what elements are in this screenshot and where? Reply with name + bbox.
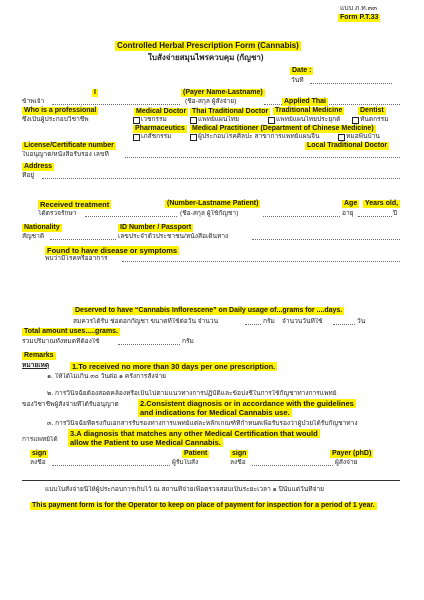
patient-name-blank	[263, 216, 340, 217]
profession-medical-doctor-english: Medical Doctor	[136, 108, 187, 115]
patient-role-english: Patient	[184, 450, 208, 457]
grams-unit-thai: กรัม	[263, 318, 275, 325]
total-grams-unit-thai: กรัม	[182, 338, 194, 345]
remark-3-thai: ๓. การวินิจฉัยที่ตรงกับเอกสารรับรองทางการแพทย์แต่ละหลักเกณฑ์ที่กำหนดเพื่อรับรองว่าผู้ป่วยได้รับกัญชาทาง	[47, 420, 358, 427]
remark-2-thai-line2: ของวิชาชีพผู้สั่งจ่ายที่ได้รับอนุญาต	[22, 401, 119, 408]
days-blank	[333, 324, 355, 325]
remark-3-english: 3.A diagnosis that matches any other Medical Certification that would	[70, 429, 318, 438]
total-amount-label-thai: รวมปริมาณทั้งหมดที่ต้องใช้	[22, 338, 100, 345]
checkbox-local-traditional-doctor	[338, 134, 345, 141]
patient-sign-label-thai: ลงชื่อ	[30, 459, 46, 466]
profession-thai-traditional-doctor-thai: แพทย์แผนไทย	[198, 116, 239, 123]
profession-local-traditional-doctor-english: Local Traditional Doctor	[307, 142, 388, 149]
prescriber-intro-thai: ข้าพเจ้า	[22, 98, 45, 105]
remark-1-thai: ๑. ให้ได้ไม่เกิน ๓๐ วันต่อ ๑ ครั้งการสั่งจ่าย	[47, 373, 167, 380]
years-label-thai: ปี	[393, 210, 398, 217]
age-blank	[358, 216, 392, 217]
profession-chinese-medicine-english: Medical Practitioner (Department of Chinese Medicine)	[192, 125, 374, 132]
total-amount-blank	[118, 344, 180, 345]
footer-divider	[22, 480, 400, 481]
profession-applied-thai-english: Applied Thai	[284, 98, 326, 105]
address-blank	[42, 178, 400, 179]
patient-sign-label-english: sign	[32, 450, 47, 457]
payer-name-label-thai: (ชื่อ-สกุล ผู้สั่งจ่าย)	[185, 98, 237, 105]
profession-dentist-english: Dentist	[360, 107, 384, 114]
profession-dentist-thai: ทันตกรรม	[360, 116, 389, 123]
remark-3-english-line2: allow the Patient to use Medical Cannabis.	[70, 438, 221, 447]
payer-name-label-english: (Payer Name-Lastname)	[183, 89, 263, 96]
dosage-label-thai: สมควรได้รับ ช่อดอกกัญชา ขนาดที่ใช้ต่อวัน จำนวน	[73, 318, 219, 325]
profession-thai-traditional-doctor-english: Thai Traditional Doctor	[192, 108, 269, 115]
license-blank	[125, 157, 400, 158]
nationality-label-english: Nationality	[24, 224, 60, 231]
payer-name-blank	[52, 104, 180, 105]
checkbox-pharmaceutics	[133, 134, 140, 141]
form-code-english: Form P.T.33	[340, 14, 379, 21]
payer-role-english: Payer (phD)	[332, 450, 372, 457]
payer-role-thai: ผู้สั่งจ่าย	[335, 459, 358, 466]
prescriber-intro-english: I	[94, 89, 96, 96]
remark-1-english: 1.To received no more than 30 days per one prescription.	[72, 362, 276, 371]
days-label-thai: จำนวนวันที่ใช้	[282, 318, 323, 325]
patient-role-thai: ผู้รับใบสั่ง	[172, 459, 199, 466]
profession-pharmaceutics-thai: เภสัชกรรม	[141, 133, 172, 140]
form-title-thai: ใบสั่งจ่ายสมุนไพรควบคุม (กัญชา)	[148, 53, 264, 62]
remarks-label-thai: หมายเหตุ	[22, 362, 50, 369]
days-unit-thai: วัน	[357, 318, 366, 325]
daily-grams-blank	[245, 324, 261, 325]
patient-name-label-thai: (ชื่อ-สกุล ผู้ใช้กัญชา)	[180, 210, 239, 217]
years-old-label-english: Years old,	[365, 200, 399, 207]
remark-2-english-line2: and indications for Medical Cannabis use.	[140, 408, 290, 417]
remark-2-english: 2.Consistent diagnosis or in accordance with the guidelines	[140, 399, 354, 408]
profession-applied-thai-english-line2: Traditional Medicine	[275, 107, 343, 114]
profession-local-traditional-doctor-thai: หมอพื้นบ้าน	[346, 133, 380, 140]
date-label-english: Date :	[292, 67, 312, 74]
license-label-thai: ใบอนุญาต/หนังสือรับรอง เลขที่	[22, 151, 109, 158]
patient-name-blank	[85, 216, 177, 217]
checkbox-dentist	[352, 117, 359, 124]
id-passport-label-thai: เลขประจำตัวประชาชน/หนังสือเดินทาง	[118, 233, 229, 240]
id-passport-blank	[252, 239, 400, 240]
profession-medical-doctor-thai: เวชกรรม	[141, 116, 167, 123]
footer-note-thai: แบบใบสั่งจ่ายนี้ให้ผู้ประกอบการเก็บไว้ ณ สถานที่จ่ายเพื่อตรวจสอบเป็นระยะเวลา ๑ ปีนับแต่วันที่จ่าย	[45, 486, 325, 493]
form-title-english: Controlled Herbal Prescription Form (Cannabis)	[117, 41, 299, 50]
checkbox-medical-doctor	[133, 117, 140, 124]
address-label-thai: ที่อยู่	[22, 172, 35, 179]
findings-label-thai: พบว่ามีโรคหรืออาการ	[45, 255, 108, 262]
date-blank	[310, 83, 392, 84]
remark-3-thai-line2: การแพทย์ได้	[22, 436, 58, 443]
total-amount-label-english: Total amount uses.....grams.	[24, 328, 119, 335]
prescriber-signature-blank	[252, 465, 333, 466]
nationality-label-thai: สัญชาติ	[22, 233, 45, 240]
dosage-label-english: Deserved to have “Cannabis Inflorescene” on Daily usage of...grams for ....days.	[75, 307, 343, 314]
remark-2-thai: ๒. การวินิจฉัยต้องสอดคล้องหรือเป็นไปตามแนวทางการปฏิบัติและข้อบ่งชี้ในการใช้กัญชาทางการแพทย์	[47, 390, 337, 397]
checkbox-applied-thai-medicine	[268, 117, 275, 124]
findings-label-english: Found to have disease or symptoms	[47, 246, 178, 255]
footer-note-english: This payment form is for the Operator to keep on place of payment for inspection for a period of 1 year.	[32, 502, 375, 509]
license-label-english: License/Certificate number	[24, 142, 114, 149]
patient-name-label-english: (Number-Lastname Patient)	[167, 200, 259, 207]
prescriber-sign-label-english: sign	[232, 450, 247, 457]
prescriber-sign-label-thai: ลงชื่อ	[230, 459, 246, 466]
checkbox-thai-traditional-doctor	[190, 117, 197, 124]
remarks-label-english: Remarks	[24, 352, 54, 359]
findings-blank	[122, 261, 400, 262]
age-label-english: Age	[344, 200, 358, 207]
profession-applied-thai-thai: แพทย์แผนไทยประยุกต์	[276, 116, 341, 123]
profession-pharmaceutics-english: Pharmaceutics	[135, 125, 185, 132]
received-treatment-thai: ได้ตรวจรักษา	[38, 210, 77, 217]
form-code-thai: แบบ ภ.ท.๓๓	[340, 5, 377, 12]
id-passport-label-english: ID Number / Passport	[120, 224, 192, 231]
received-treatment-english: Received treatment	[40, 200, 110, 209]
patient-signature-blank	[52, 465, 170, 466]
date-label-thai: วันที่	[291, 77, 304, 84]
professional-label-english: Who is a professional	[24, 107, 97, 114]
nationality-blank	[50, 239, 116, 240]
age-label-thai: อายุ	[342, 210, 354, 217]
checkbox-chinese-medicine	[190, 134, 197, 141]
profession-chinese-medicine-thai: ผู้ประกอบโรคศิลปะ สาขาการแพทย์แผนจีน	[198, 133, 320, 140]
professional-label-thai: ซึ่งเป็นผู้ประกอบวิชาชีพ	[22, 116, 89, 123]
address-label-english: Address	[24, 163, 53, 170]
